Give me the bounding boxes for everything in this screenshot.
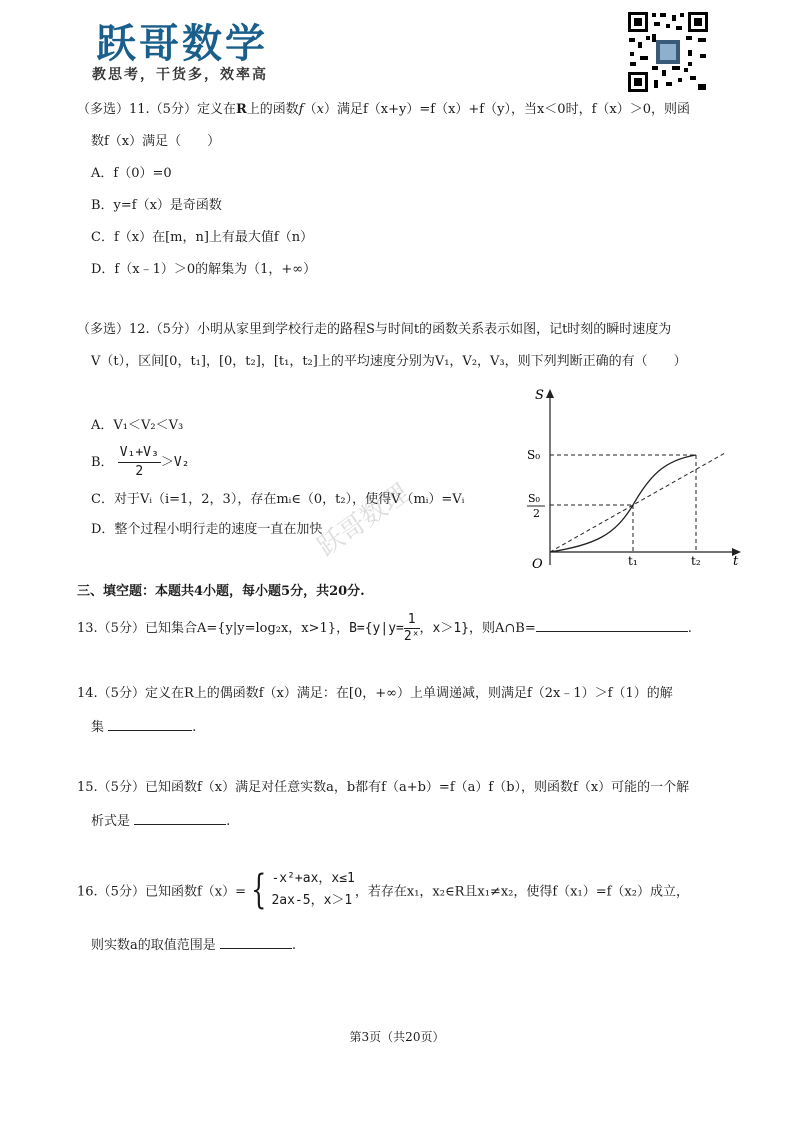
origin-label: O <box>532 557 543 572</box>
q14-answer-blank[interactable] <box>108 716 192 731</box>
page-footer: 第3页（共20页） <box>349 1030 445 1044</box>
q13: 13.（5分）已知集合A={y|y=log₂x，x>1}，B={y|y= $\frac{1}{\text{2ˣ}}$ ，x＞1}，则A∩B= . <box>77 612 692 644</box>
logo-text: 跃哥数学 <box>96 21 268 67</box>
qr-code-icon <box>626 10 710 94</box>
q11-equation: f（x+y）=f（x）+f（y） <box>362 102 511 117</box>
distance-time-graph <box>515 385 745 575</box>
t2-label: t₂ <box>691 554 701 568</box>
q15-stem-line1: 15.（5分）已知函数f（x）满足对任意实数a，b都有f（a+b）=f（a）f（b），则函数f（x）可能的一个解 <box>77 780 690 795</box>
x-axis-label: t <box>733 554 739 569</box>
q12-stem-line2: V（t），区间[0，t₁]，[0，t₂]，[t₁，t₂]上的平均速度分别为V₁，V₂，V₃，则下列判断正确的有（ ） <box>91 354 687 369</box>
watermark: 跃哥数理 <box>312 478 415 563</box>
q11-stem-line2: 数f（x）满足（ ） <box>91 134 221 149</box>
q12-option-a: A．V₁＜V₂＜V₃ <box>91 418 184 433</box>
fraction-denominator: 2 <box>135 464 144 479</box>
section-heading: 三、填空题：本题共4小题，每小题5分，共20分. <box>77 584 365 599</box>
y-axis-label: S <box>535 388 544 403</box>
q14-stem-line1: 14.（5分）定义在R上的偶函数f（x）满足：在[0，+∞）上单调递减，则满足f（2x﹣1）＞f（1）的解 <box>77 686 673 701</box>
fraction-numerator: V₁+V₃ <box>118 444 161 463</box>
q12-option-d: D．整个过程小明行走的速度一直在加快 <box>91 522 323 537</box>
q11-option-a: A．f（0）=0 <box>91 166 172 181</box>
q13-answer-blank[interactable] <box>536 617 688 632</box>
real-numbers-symbol: R <box>235 102 247 117</box>
half-s0-denominator: 2 <box>533 507 540 520</box>
q11-option-d: D．f（x﹣1）＞0的解集为（1，+∞） <box>91 262 317 277</box>
s0-label: S₀ <box>527 448 541 462</box>
q11-stem-line1: （多选）11.（5分）定义在R上的函数f（x）满足f（x+y）=f（x）+f（y），当x＜0时，f（x）＞0，则函 <box>77 102 691 117</box>
q15-answer-blank[interactable] <box>134 810 226 825</box>
slogan: 教思考，干货多，效率高 <box>92 67 268 83</box>
q16-stem-line2: 则实数a的取值范围是 . <box>91 934 296 953</box>
q14-stem-line2: 集 . <box>91 716 196 738</box>
q12-option-b: B． $\frac{\text{V₁+V₃}}{2}$ ＞V₂ <box>91 445 190 479</box>
q16-case1: -x²+ax，x≤1 <box>271 871 355 886</box>
q12-stem-line1: （多选）12.（5分）小明从家里到学校行走的路程S与时间t的函数关系表示如图，记t时刻的瞬时速度为 <box>77 322 672 337</box>
half-s0-numerator: S₀ <box>528 492 540 505</box>
q15-stem-line2: 析式是 . <box>91 810 230 832</box>
s-curve <box>550 455 696 552</box>
q16-stem-line1: 16.（5分）已知函数f（x）= { -x²+ax，x≤1 2ax-5，x＞1 ，若存在x₁，x₂∈R且x₁≠x₂，使得f（x₁）=f（x₂）成立， <box>77 867 689 913</box>
average-speed-chord <box>550 453 725 552</box>
q16-answer-blank[interactable] <box>220 934 292 949</box>
q11-option-c: C．f（x）在[m，n]上有最大值f（n） <box>91 230 314 245</box>
q11-option-b: B．y=f（x）是奇函数 <box>91 198 222 213</box>
q16-case2: 2ax-5，x＞1 <box>271 893 353 908</box>
t1-label: t₁ <box>628 554 638 568</box>
q12-option-c: C．对于Vᵢ（i=1，2，3），存在mᵢ∈（0，t₂），使得V（mᵢ）=Vᵢ <box>91 492 465 507</box>
